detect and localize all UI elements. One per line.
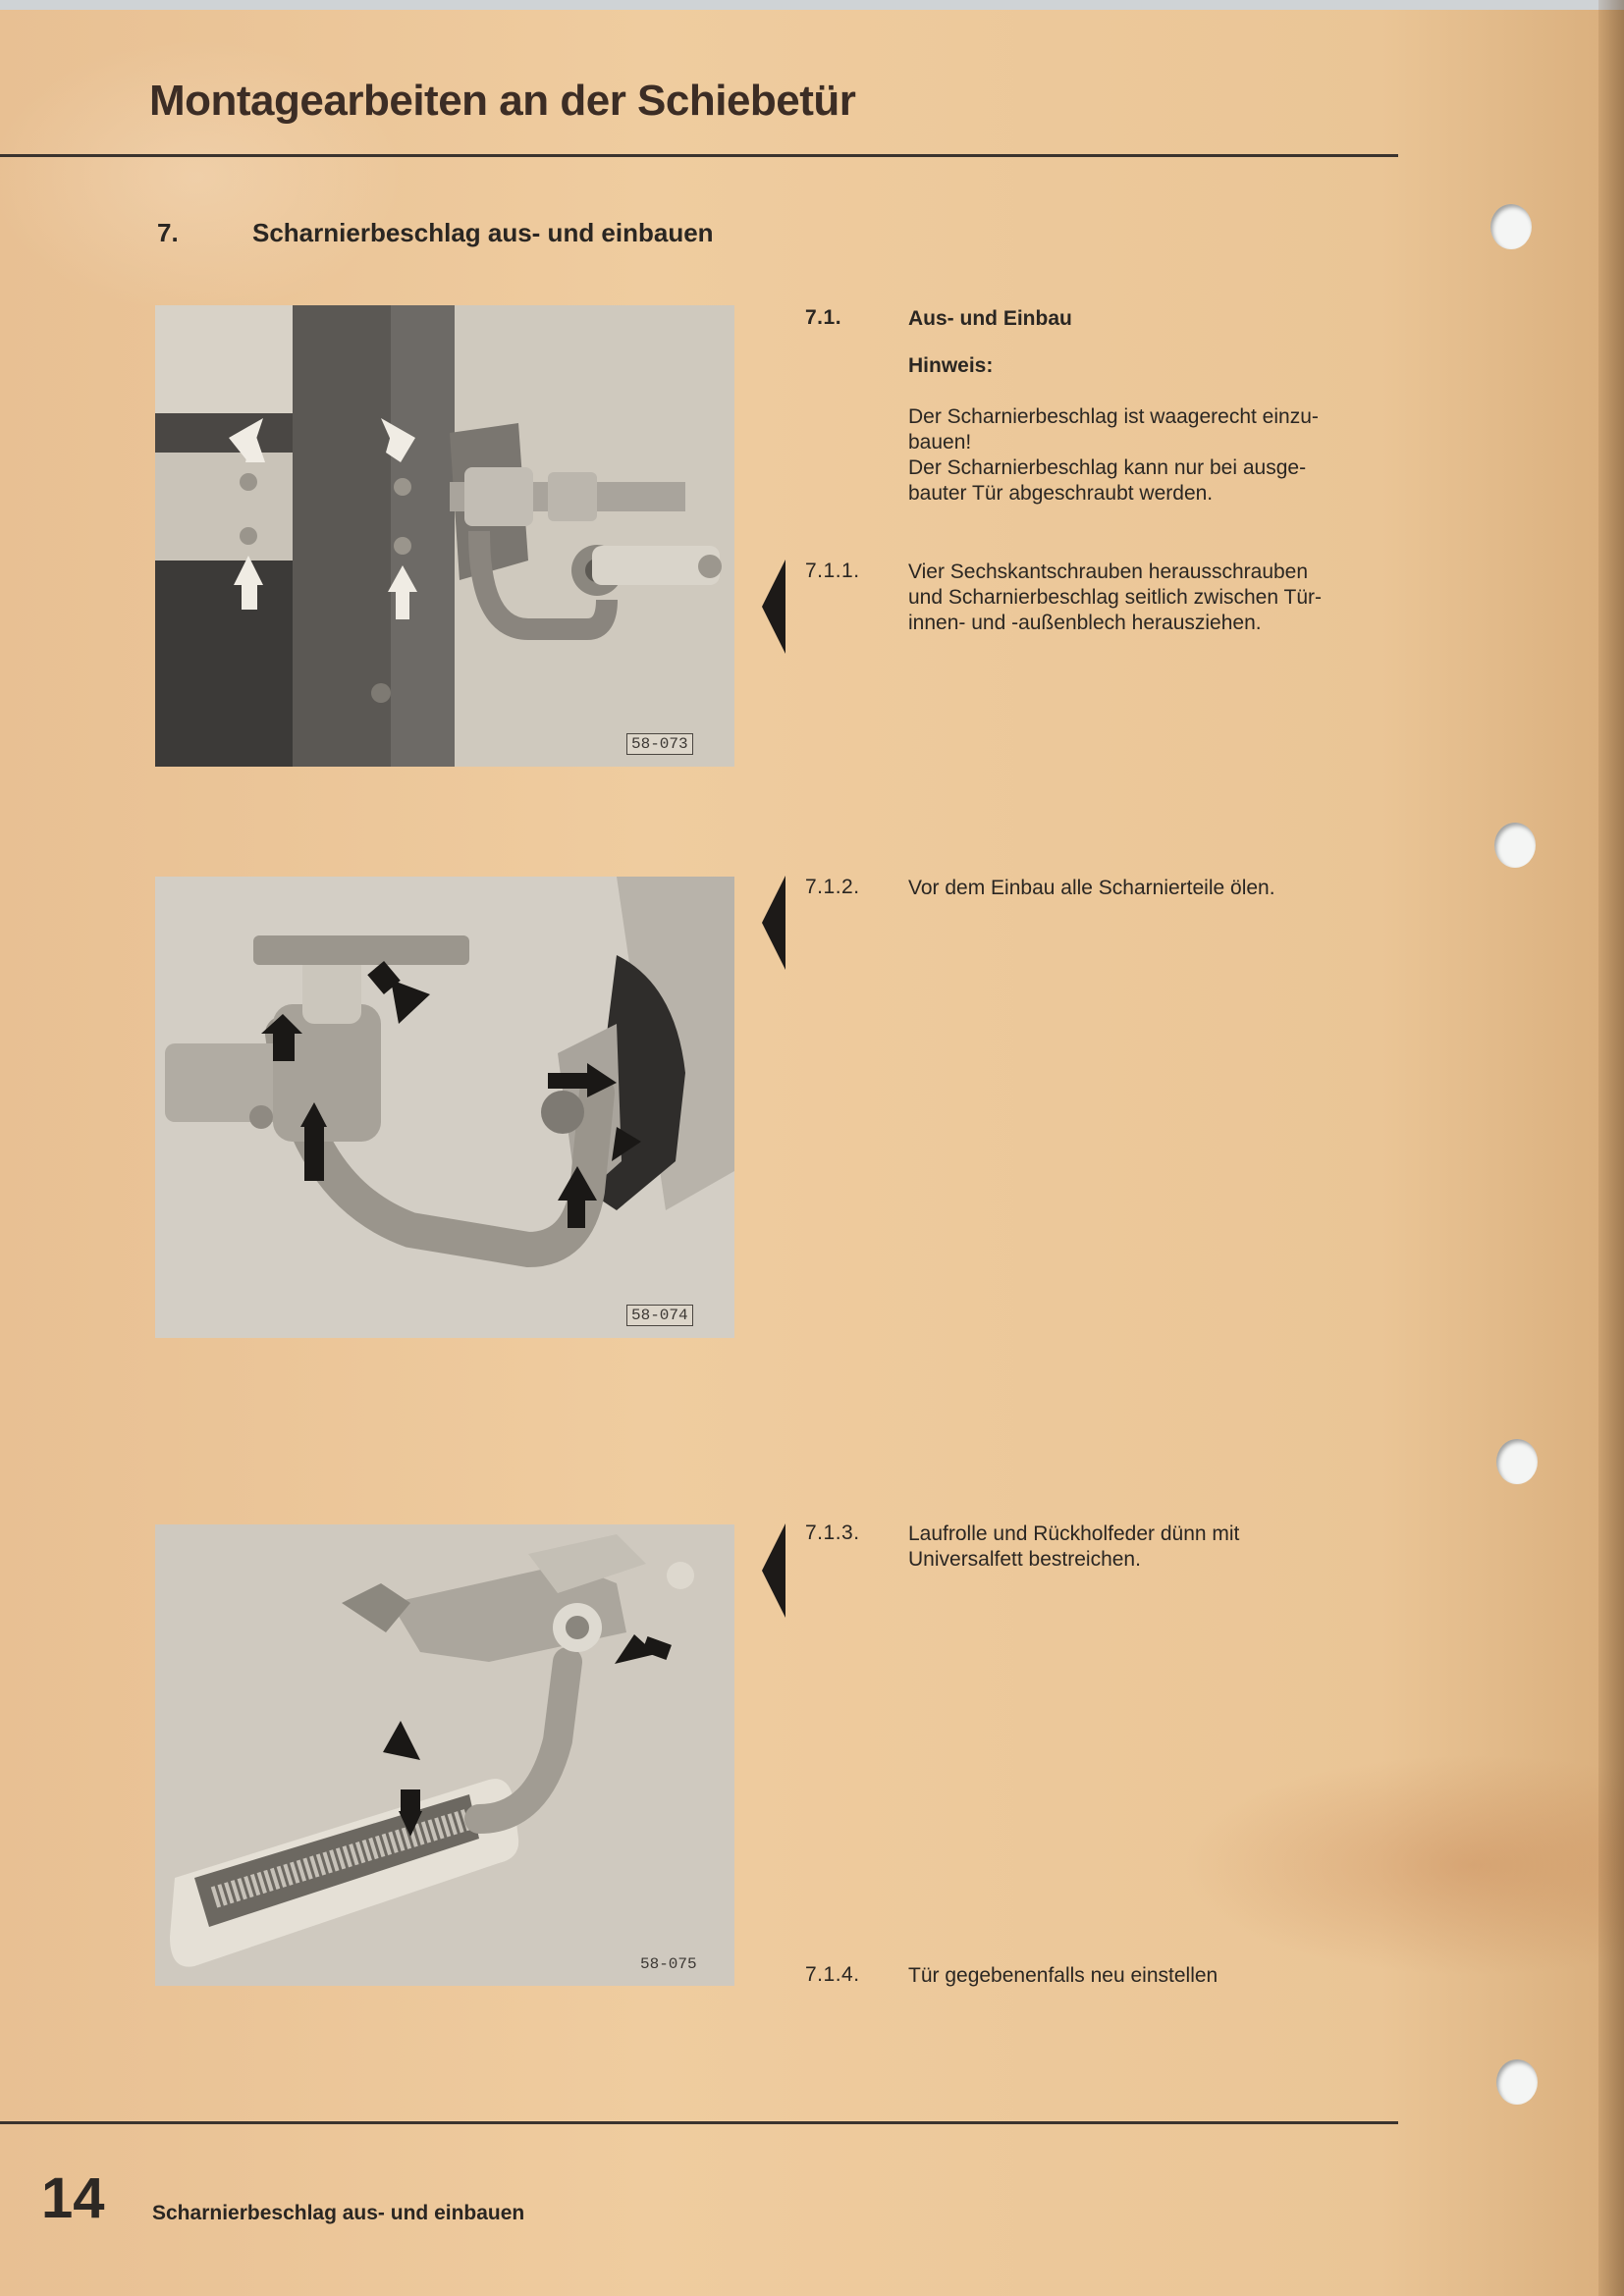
figure-hinge-lubrication (155, 877, 734, 1338)
note-heading: Hinweis: (908, 354, 994, 377)
step-number: 7.1.4. (805, 1963, 860, 1986)
figure-label: 58-075 (640, 1955, 697, 1973)
page-header-title: Montagearbeiten an der Schiebetür (149, 77, 856, 125)
step-text-line: Vier Sechskantschrauben herausschrauben (908, 561, 1309, 583)
paper-edge-shadow (1598, 0, 1624, 2296)
figure-label: 58-073 (626, 733, 693, 755)
step-text-line: Laufrolle und Rückholfeder dünn mit (908, 1522, 1240, 1545)
step-text-line: und Scharnierbeschlag seitlich zwischen Tür- (908, 586, 1322, 609)
punch-hole (1494, 823, 1536, 868)
punch-hole (1496, 1439, 1538, 1484)
punch-hole (1490, 204, 1532, 249)
figure-roller-spring (155, 1524, 734, 1986)
note-line: Der Scharnierbeschlag kann nur bei ausge- (908, 456, 1307, 479)
roller-spring-illustration (155, 1524, 734, 1986)
step-text-line: innen- und -außenblech herausziehen. (908, 612, 1262, 634)
page-number: 14 (41, 2166, 105, 2230)
step-title: Aus- und Einbau (908, 307, 1072, 330)
step-text-line: Tür gegebenenfalls neu einstellen (908, 1964, 1218, 1987)
figure-hinge-mounted (155, 305, 734, 767)
section-number: 7. (157, 218, 179, 247)
hinge-mounted-illustration (155, 305, 734, 767)
footer-title: Scharnierbeschlag aus- und einbauen (152, 2202, 525, 2224)
hinge-lubrication-illustration (155, 877, 734, 1338)
step-number: 7.1. (805, 306, 842, 329)
step-text-line: Universalfett bestreichen. (908, 1548, 1141, 1571)
header-rule (0, 154, 1398, 157)
figure-label: 58-074 (626, 1305, 693, 1326)
step-number: 7.1.3. (805, 1522, 860, 1544)
punch-hole (1496, 2059, 1538, 2105)
step-number: 7.1.2. (805, 876, 860, 898)
figure-pointer-triangle (762, 1523, 785, 1618)
step-text-line: Vor dem Einbau alle Scharnierteile ölen. (908, 877, 1275, 899)
note-line: bauter Tür abgeschraubt werden. (908, 482, 1214, 505)
scan-top-edge (0, 0, 1624, 10)
section-title: Scharnierbeschlag aus- und einbauen (252, 218, 714, 247)
note-line: bauen! (908, 431, 972, 454)
note-line: Der Scharnierbeschlag ist waagerecht einzu- (908, 405, 1319, 428)
figure-pointer-triangle (762, 560, 785, 654)
footer-rule (0, 2121, 1398, 2124)
figure-pointer-triangle (762, 876, 785, 970)
step-number: 7.1.1. (805, 560, 860, 582)
